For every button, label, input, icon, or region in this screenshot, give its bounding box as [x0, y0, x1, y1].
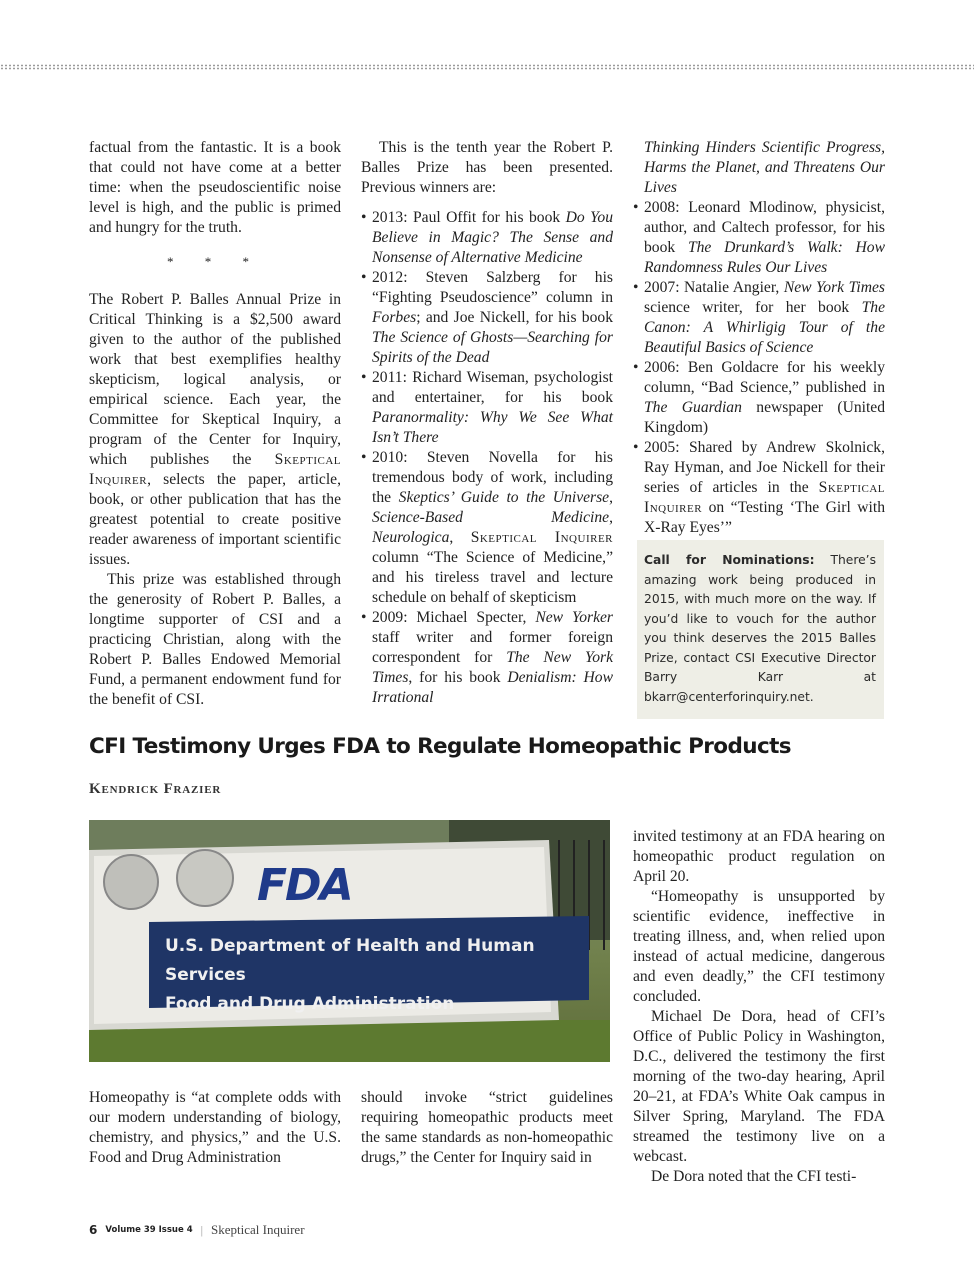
paragraph: This is the tenth year the Robert P. Balles Prize has been presented. Previous winners are: — [361, 139, 613, 196]
list-item: • 2008: Leonard Mlodinow, physicist, author, and Caltech professor, for his book The Drunkard’s Walk: How Randomness Rules Our Lives — [633, 198, 885, 278]
winners-list-continued — [633, 138, 885, 538]
callout-text: There’s amazing work being produced in 2015, with much more on the way. If you’d like to vouch for the author you think deserves the 2015 Balles Prize, contact CSI Executive Director Barry Karr at bkarr@centerforinquiry.net. — [644, 553, 876, 704]
article-byline: Kendrick Frazier — [89, 781, 222, 797]
paragraph: This prize was established through the generosity of Robert P. Balles, a longtime supporter of CSI and a practicing Christian, along with the Robert P. Balles Endowed Memorial Fund, a permanent endowment fund for the benefit of CSI. — [89, 571, 341, 708]
sign-line-1: U.S. Department of Health and Human Services — [165, 936, 535, 985]
paragraph: invited testimony at an FDA hearing on homeopathic product regulation on April 20. — [633, 828, 885, 885]
volume-issue: Volume 39 Issue 4 — [105, 1225, 193, 1235]
page-footer — [89, 1222, 305, 1238]
list-item: • 2009: Michael Specter, New Yorker staff writer and former foreign correspondent for The New York Times, for his book Denialism: How Irrational — [361, 608, 613, 708]
footer-separator: | — [200, 1222, 204, 1237]
paragraph: should invoke “strict guidelines requiring homeopathic products meet the same standards as non-homeopathic drugs,” the Center for Inquiry said in — [361, 1089, 613, 1166]
list-item: • 2012: Steven Salzberg for his “Fighting Pseudoscience” column in Forbes; and Joe Nickell, for his book The Science of Ghosts—Searching for Spirits of the Dead — [361, 268, 613, 368]
paragraph: De Dora noted that the CFI testi- — [651, 1168, 857, 1185]
paragraph: Michael De Dora, head of CFI’s Office of Public Policy in Washington, D.C., delivered the testimony the first morning of the two-day hearing, April 20–21, at FDA’s White Oak campus in Silver Spring, Maryland. The FDA streamed the testimony live on a webcast. — [633, 1008, 885, 1165]
paragraph: factual from the fantastic. It is a book that could not have come at a better time: when the pseudoscientific noise level is high, and the public is primed and hungry for the truth. — [89, 139, 341, 236]
list-item-continued: Thinking Hinders Scientific Progress, Harms the Planet, and Threatens Our Lives — [644, 139, 885, 196]
fda-logo: FDA — [257, 860, 352, 911]
list-item: • 2005: Shared by Andrew Skolnick, Ray Hyman, and Joe Nickell for their series of articles in the Skeptical Inquirer on “Testing ‘The Girl with X-Ray Eyes’” — [633, 438, 885, 538]
sign-text — [165, 932, 610, 1019]
list-item: • 2007: Natalie Angier, New York Times science writer, for her book The Canon: A Whirligig Tour of the Beautiful Basics of Science — [633, 278, 885, 358]
list-item: • 2006: Ben Goldacre for his weekly column, “Bad Science,” published in The Guardian newspaper (United Kingdom) — [633, 358, 885, 438]
list-item: • 2013: Paul Offit for his book Do You Believe in Magic? The Sense and Nonsense of Alternative Medicine — [361, 208, 613, 268]
article-headline: CFI Testimony Urges FDA to Regulate Homeopathic Products — [89, 734, 791, 759]
paragraph: Homeopathy is “at complete odds with our modern understanding of biology, chemistry, and physics,” and the U.S. Food and Drug Administration — [89, 1089, 341, 1166]
column-3 — [633, 138, 885, 538]
fda-sign-photo — [89, 820, 610, 1062]
list-item: • 2011: Richard Wiseman, psychologist and entertainer, for his book Paranormality: Why We See What Isn’t There — [361, 368, 613, 448]
top-dotted-rule — [0, 64, 974, 70]
paragraph: “Homeopathy is unsupported by scientific evidence, ineffective in treating illness, and, when relied upon instead of actual medicine, dangerous and even deadly,” the CFI testimony concluded. — [633, 888, 885, 1005]
article-column-3 — [633, 827, 885, 1187]
sign-line-2: Food and Drug Administration — [165, 994, 455, 1014]
callout-label: Call for Nominations: — [644, 553, 815, 567]
article-column-1 — [89, 1088, 341, 1168]
page-number: 6 — [89, 1223, 98, 1237]
list-item: • 2010: Steven Novella for his tremendous body of work, including the Skeptics’ Guide to the Universe, Science-Based Medicine, Neurologica, Skeptical Inquirer column “The Science of Medicine,” and his tireless travel and lecture schedule on behalf of skepticism — [361, 448, 613, 608]
column-2 — [361, 138, 613, 708]
article-column-2 — [361, 1088, 613, 1168]
magazine-name: Skeptical Inquirer — [211, 1222, 305, 1237]
paragraph: The Robert P. Balles Annual Prize in Critical Thinking is a $2,500 award given to the author of the published work that best exemplifies healthy skepticism, logical analysis, or empirical science. Each year, the Committee for Skeptical Inquiry, a program of the Center for Inquiry, which publishes the Skeptical Inquirer, selects the paper, article, book, or other publication that has the greatest potential to create positive reader awareness of important scientific issues. — [89, 291, 341, 568]
column-1 — [89, 138, 341, 710]
winners-list — [361, 208, 613, 708]
call-for-nominations-box — [637, 540, 884, 719]
section-break: * * * — [167, 254, 263, 269]
